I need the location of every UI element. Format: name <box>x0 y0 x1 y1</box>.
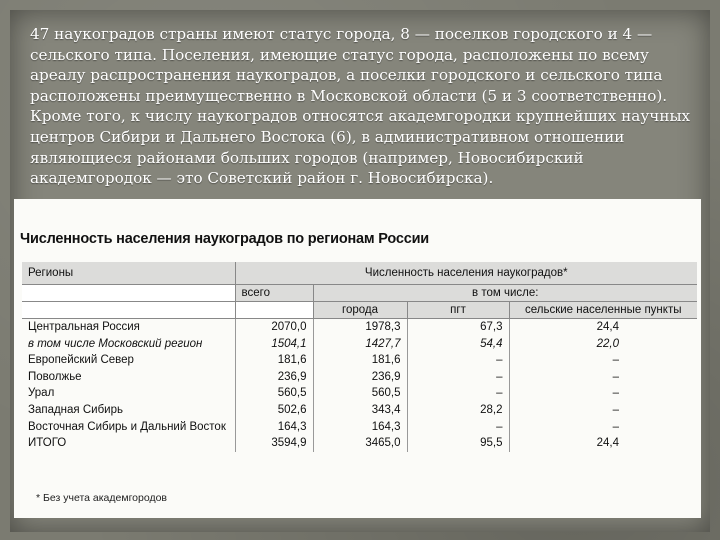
table-row <box>22 369 697 386</box>
header-empty-cell <box>235 302 313 319</box>
region-cell: Урал <box>28 387 55 400</box>
total-cell: 3594,9 <box>235 435 313 452</box>
table-row <box>22 352 697 369</box>
total-cell: 2070,0 <box>235 319 313 336</box>
cities-cell: 1978,3 <box>313 319 407 336</box>
rural-cell: 24,4 <box>509 435 697 452</box>
header-row-top <box>22 262 697 285</box>
header-pgt: пгт <box>407 302 509 319</box>
rural-cell: 22,0 <box>509 336 697 353</box>
table-row <box>22 336 697 353</box>
table-row <box>22 319 697 336</box>
header-row-bottom <box>22 302 697 319</box>
table-title: Численность населения наукоградов по регионам России <box>20 231 429 247</box>
table-footnote: * Без учета академгородов <box>36 492 168 504</box>
region-cell: Восточная Сибирь и Дальний Восток <box>28 420 226 433</box>
population-table <box>22 262 697 452</box>
header-empty-cell <box>22 302 235 319</box>
cities-cell: 1427,7 <box>313 336 407 353</box>
region-cell: ИТОГО <box>28 437 67 450</box>
total-cell: 181,6 <box>235 352 313 369</box>
total-cell: 1504,1 <box>235 336 313 353</box>
header-regions: Регионы <box>22 262 235 285</box>
cities-cell: 181,6 <box>313 352 407 369</box>
header-total: всего <box>235 285 313 302</box>
total-cell: 164,3 <box>235 419 313 436</box>
table-row <box>22 385 697 402</box>
cities-cell: 236,9 <box>313 369 407 386</box>
table-row <box>22 402 697 419</box>
region-cell: Западная Сибирь <box>28 403 123 416</box>
region-cell: Европейский Север <box>28 354 134 367</box>
region-cell: Поволжье <box>28 370 82 383</box>
header-empty-cell <box>22 285 235 302</box>
pgt-cell: – <box>407 385 509 402</box>
region-cell: в том числе Московский регион <box>28 337 203 350</box>
total-cell: 236,9 <box>235 369 313 386</box>
rural-cell: – <box>509 385 697 402</box>
pgt-cell: – <box>407 369 509 386</box>
cities-cell: 164,3 <box>313 419 407 436</box>
region-cell: Центральная Россия <box>28 321 140 333</box>
pgt-cell: 67,3 <box>407 319 509 336</box>
rural-cell: – <box>509 369 697 386</box>
header-rural: сельские населенные пункты <box>509 302 697 319</box>
header-cities: города <box>313 302 407 319</box>
cities-cell: 560,5 <box>313 385 407 402</box>
table-row-total <box>22 435 697 452</box>
table-sheet <box>14 199 701 518</box>
pgt-cell: 54,4 <box>407 336 509 353</box>
table-row <box>22 419 697 436</box>
pgt-cell: 28,2 <box>407 402 509 419</box>
rural-cell: – <box>509 402 697 419</box>
total-cell: 560,5 <box>235 385 313 402</box>
cities-cell: 343,4 <box>313 402 407 419</box>
header-including: в том числе: <box>313 285 697 302</box>
rural-cell: 24,4 <box>509 319 697 336</box>
pgt-cell: – <box>407 352 509 369</box>
rural-cell: – <box>509 352 697 369</box>
pgt-cell: – <box>407 419 509 436</box>
header-population: Численность населения наукоградов* <box>235 262 697 285</box>
cities-cell: 3465,0 <box>313 435 407 452</box>
total-cell: 502,6 <box>235 402 313 419</box>
intro-paragraph: 47 наукоградов страны имеют статус города, 8 — поселков городского и 4 — сельского типа. Поселения, имеющие статус города, расположены по всему ареалу распространения наукоградов, а поселки городского и сельского типа расположены преимущественно в Московской области (5 и 3 соответственно). Кроме того, к числу наукоградов относятся академгородки крупнейших научных центров Сибири и Дальнего Востока (6), в административном отношении являющиеся районами больших городов (например, Новосибирский академгородок — это Советский район г. Новосибирска). <box>30 25 691 188</box>
header-row-middle <box>22 285 697 302</box>
rural-cell: – <box>509 419 697 436</box>
pgt-cell: 95,5 <box>407 435 509 452</box>
